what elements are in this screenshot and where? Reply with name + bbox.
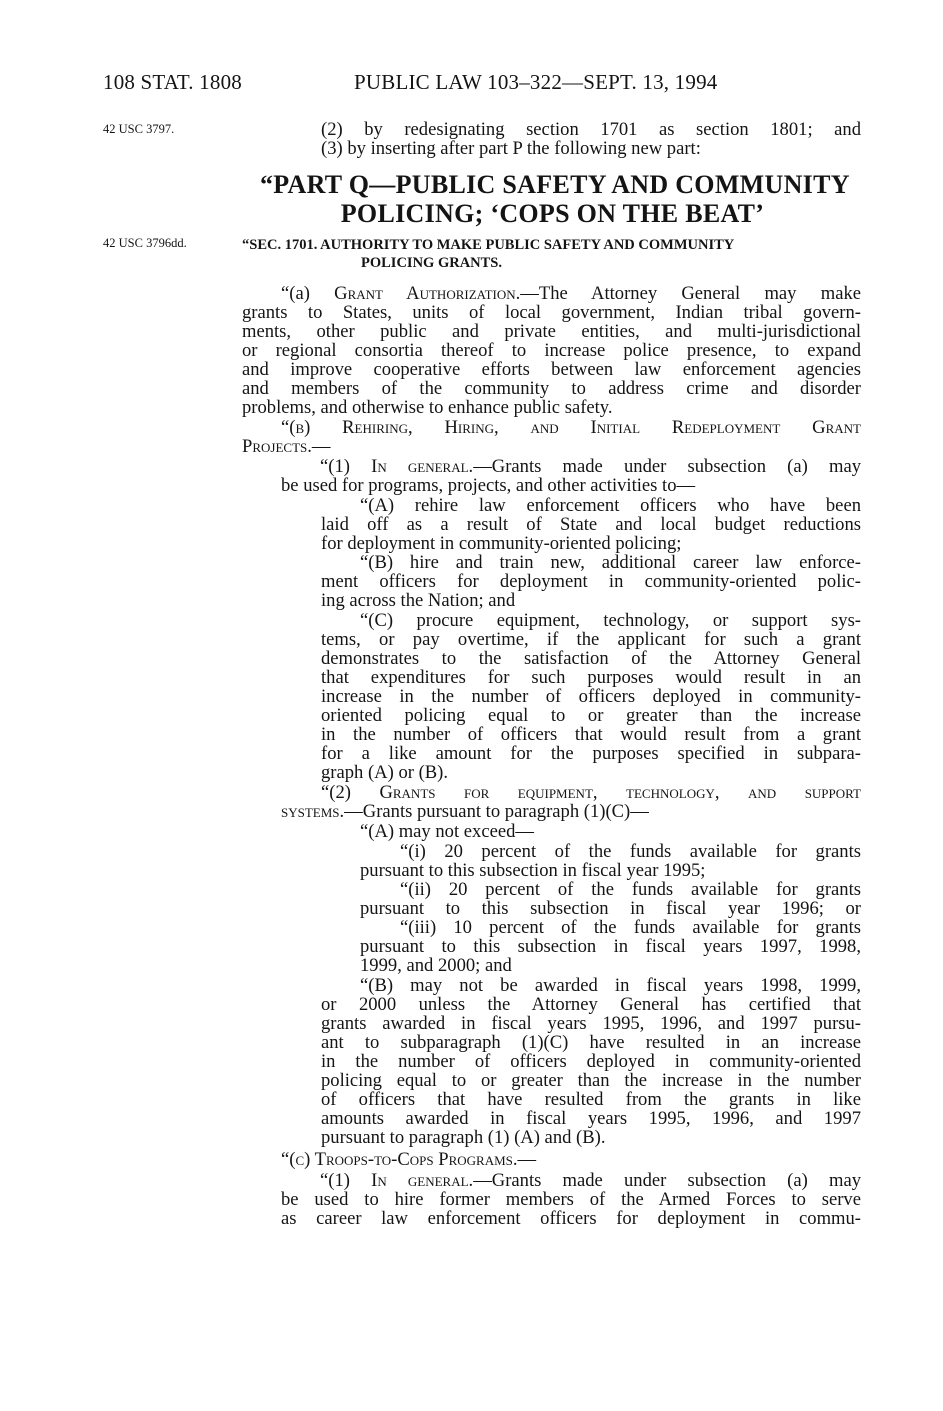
side-note-usc-3797: 42 USC 3797. [103, 122, 175, 136]
page-citation: 108 STAT. 1808 [103, 70, 242, 94]
paragraph-b1-line: be used for programs, projects, and other activities to— [281, 475, 696, 496]
subparagraph-c-line: demonstrates to the satisfaction of the Attorney General [321, 648, 861, 669]
paragraph-b2-subparagraph-b-line: “(B) may not be awarded in fiscal years 1998, 1999, [360, 975, 861, 996]
paragraph-b1-line-1: “(1) In general.—Grants made under subsection (a) may [320, 456, 861, 477]
subsection-a-line: and members of the community to address crime and disorder [242, 378, 861, 399]
subparagraph-a-line: for deployment in community-oriented policing; [321, 533, 682, 554]
clause-ii-line: pursuant to this subsection in fiscal year 1996; or [360, 898, 861, 919]
clause-iii-line: “(iii) 10 percent of the funds available for grants [400, 917, 861, 938]
paragraph-b2-subparagraph-b-line: pursuant to paragraph (1) (A) and (B). [321, 1127, 606, 1148]
paragraph-b2-subparagraph-b-line: of officers that have resulted from the grants in like [321, 1089, 861, 1110]
subsection-a-line: or regional consortia thereof to increase police presence, to expand [242, 340, 861, 361]
clause-i-line: “(i) 20 percent of the funds available for grants [400, 841, 861, 862]
section-heading-line-2: POLICING GRANTS. [361, 255, 502, 271]
subparagraph-c-line: oriented policing equal to or greater than the increase [321, 705, 861, 726]
subsection-c-paragraph-1-line: be used to hire former members of the Armed Forces to serve [281, 1189, 861, 1210]
clause-iii-line: pursuant to this subsection in fiscal years 1997, 1998, [360, 936, 861, 957]
subsection-a-line: grants to States, units of local government, Indian tribal govern- [242, 302, 861, 323]
paragraph-b2-heading: “(2) Grants for equipment, technology, and support [321, 782, 861, 803]
part-title-line-1: “PART Q—PUBLIC SAFETY AND COMMUNITY [260, 170, 850, 199]
paragraph-b2-subparagraph-b-line: amounts awarded in fiscal years 1995, 1996, and 1997 [321, 1108, 861, 1129]
paragraph-b2-heading-cont: systems.—Grants pursuant to paragraph (1)(C)— [281, 801, 649, 822]
part-title-line-2: POLICING; ‘COPS ON THE BEAT’ [340, 199, 765, 228]
paragraph-b2-subparagraph-a: “(A) may not exceed— [360, 821, 534, 842]
subsection-b-heading: “(b) Rehiring, Hiring, and Initial Redeployment Grant [281, 417, 861, 438]
subparagraph-c-line: in the number of officers that would result from a grant [321, 724, 861, 745]
clause-ii-line: “(ii) 20 percent of the funds available for grants [400, 879, 861, 900]
subparagraph-c-line: “(C) procure equipment, technology, or support sys- [360, 610, 861, 631]
subparagraph-c-line: that expenditures for such purposes would result in an [321, 667, 861, 688]
subsection-a-line: and improve cooperative efforts between law enforcement agencies [242, 359, 861, 380]
paragraph-b2-subparagraph-b-line: ant to subparagraph (1)(C) have resulted in an increase [321, 1032, 861, 1053]
subparagraph-a-line: laid off as a result of State and local budget reductions [321, 514, 861, 535]
paragraph-b2-subparagraph-b-line: or 2000 unless the Attorney General has certified that [321, 994, 861, 1015]
clause-i-line: pursuant to this subsection in fiscal year 1995; [360, 860, 706, 881]
paragraph-b2-subparagraph-b-line: in the number of officers deployed in community-oriented [321, 1051, 861, 1072]
subsection-c-heading: “(c) Troops-to-Cops Programs.— [281, 1149, 537, 1170]
subparagraph-b-line: “(B) hire and train new, additional career law enforce- [360, 552, 861, 573]
clause-iii-line: 1999, and 2000; and [360, 955, 512, 976]
paragraph-b2-subparagraph-b-line: grants awarded in fiscal years 1995, 1996, and 1997 pursu- [321, 1013, 861, 1034]
section-heading-line-1: “SEC. 1701. AUTHORITY TO MAKE PUBLIC SAFETY AND COMMUNITY [242, 237, 735, 253]
subparagraph-c-line: for a like amount for the purposes specified in subpara- [321, 743, 861, 764]
subparagraph-b-line: ing across the Nation; and [321, 590, 516, 611]
subsection-b-heading-cont: Projects.— [242, 436, 331, 457]
paragraph-b2-subparagraph-b-line: policing equal to or greater than the increase in the number [321, 1070, 861, 1091]
subparagraph-b-line: ment officers for deployment in community-oriented polic- [321, 571, 861, 592]
side-note-usc-3796dd: 42 USC 3796dd. [103, 236, 187, 250]
law-citation: PUBLIC LAW 103–322—SEPT. 13, 1994 [354, 70, 718, 94]
subsection-a-line: problems, and otherwise to enhance public safety. [242, 397, 613, 418]
subparagraph-c-line: increase in the number of officers deployed in community- [321, 686, 861, 707]
intro-item-3: (3) by inserting after part P the following new part: [321, 138, 701, 159]
subsection-c-paragraph-1-line: as career law enforcement officers for deployment in commu- [281, 1208, 861, 1229]
subparagraph-a-line: “(A) rehire law enforcement officers who have been [360, 495, 861, 516]
intro-item-2: (2) by redesignating section 1701 as section 1801; and [321, 119, 861, 140]
subsection-a-line-1: “(a) Grant Authorization.—The Attorney General may make [281, 283, 861, 304]
subsection-c-paragraph-1-line-1: “(1) In general.—Grants made under subsection (a) may [320, 1170, 861, 1191]
subsection-a-line: ments, other public and private entities, and multi-jurisdictional [242, 321, 861, 342]
subparagraph-c-line: tems, or pay overtime, if the applicant for such a grant [321, 629, 861, 650]
subparagraph-c-line: graph (A) or (B). [321, 762, 449, 783]
